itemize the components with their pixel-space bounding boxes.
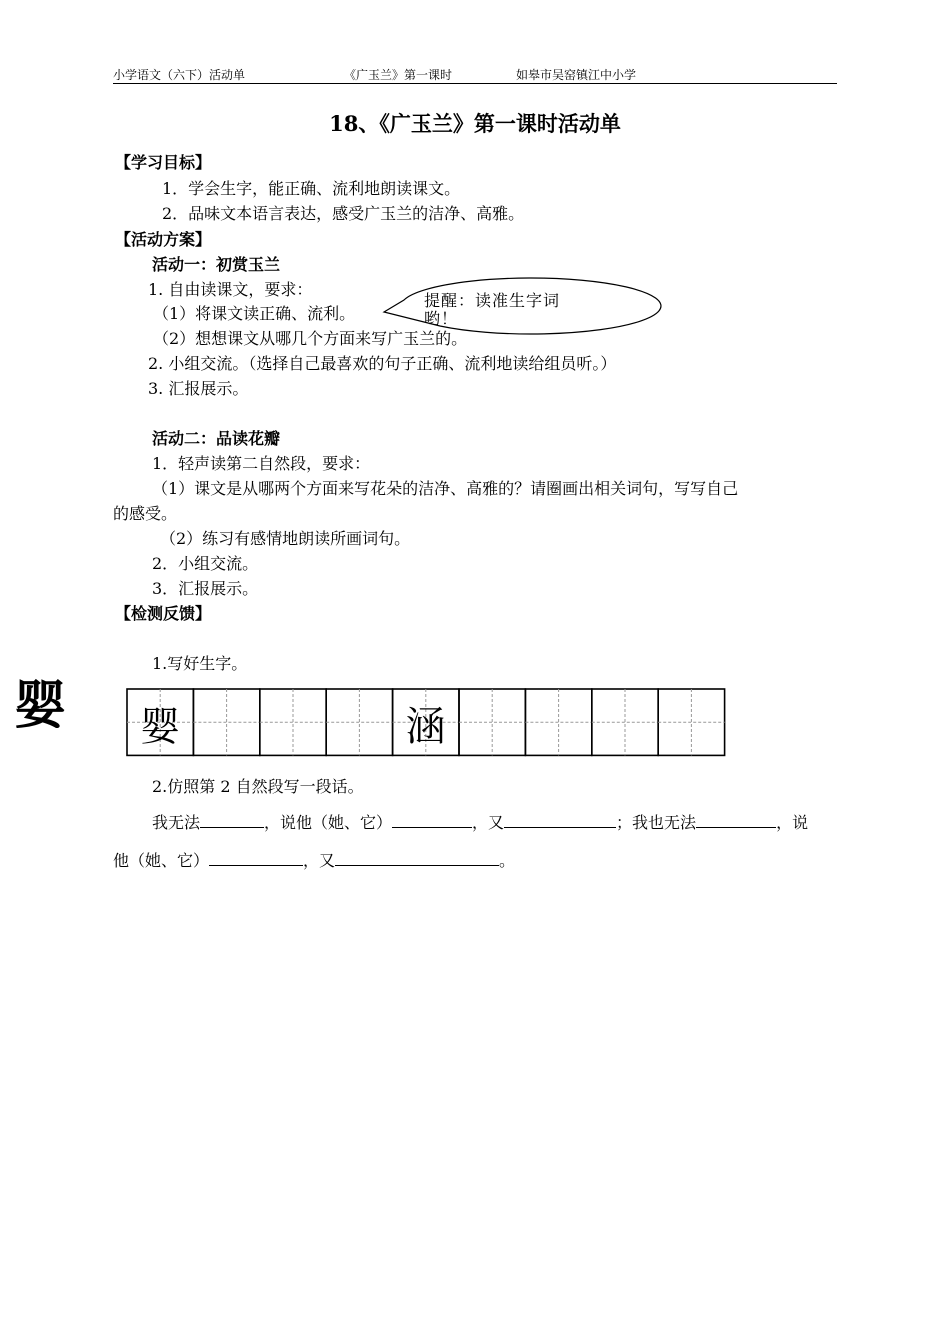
header-right: 如皋市吴窑镇江中小学 xyxy=(516,68,637,82)
grid-character: 婴 xyxy=(140,704,180,750)
fill-line-1 xyxy=(152,810,808,833)
fill-blank[interactable] xyxy=(335,851,499,866)
fill-blank[interactable] xyxy=(696,813,776,828)
fill-blank[interactable] xyxy=(209,851,303,866)
feedback-heading: 【检测反馈】 xyxy=(115,604,212,623)
activity2-line: 2．小组交流。 xyxy=(152,554,259,573)
grid-character: 涵 xyxy=(405,704,446,750)
activity2-line: 1．轻声读第二自然段，要求： xyxy=(152,454,371,473)
fill-text: 我无法 xyxy=(152,813,201,832)
activity2-line: （1）课文是从哪两个方面来写花朵的洁净、高雅的？请圈画出相关词句，写写自己 xyxy=(152,479,739,498)
activity1-line: 1. 自由读课文，要求： xyxy=(148,280,313,299)
fill-text: ，说 xyxy=(776,813,809,832)
callout-text: 提醒：读准生字词哟！ xyxy=(424,291,561,328)
goal-item: 2．品味文本语言表达，感受广玉兰的洁净、高雅。 xyxy=(162,204,525,223)
fill-text: ，又 xyxy=(303,851,336,870)
activity2-title: 活动二：品读花瓣 xyxy=(152,429,281,448)
plan-heading: 【活动方案】 xyxy=(115,230,212,249)
header-center: 《广玉兰》第一课时 xyxy=(344,68,453,82)
activity2-line: （2）练习有感情地朗读所画词句。 xyxy=(160,529,411,548)
fill-text: ；我也无法 xyxy=(616,813,697,832)
activity1-line: （2）想想课文从哪几个方面来写广玉兰的。 xyxy=(153,329,468,348)
header-left: 小学语文（六下）活动单 xyxy=(113,68,246,82)
fill-text: ，又 xyxy=(472,813,505,832)
activity1-title: 活动一：初赏玉兰 xyxy=(152,255,281,274)
fill-line-2 xyxy=(113,848,515,871)
goal-item: 1．学会生字，能正确、流利地朗读课文。 xyxy=(162,179,461,198)
activity1-line: （1）将课文读正确、流利。 xyxy=(153,304,356,323)
activity1-line: 2. 小组交流。（选择自己最喜欢的句子正确、流利地读给组员听。） xyxy=(148,354,617,373)
fill-text: ，说他（她、它） xyxy=(264,813,393,832)
activity2-line: 3．汇报展示。 xyxy=(152,579,259,598)
fill-text: 。 xyxy=(499,851,516,870)
fill-blank[interactable] xyxy=(200,813,264,828)
activity2-line: 的感受。 xyxy=(113,504,178,523)
side-character: 婴 xyxy=(14,675,67,736)
fill-text: 他（她、它） xyxy=(113,851,210,870)
fill-blank[interactable] xyxy=(504,813,616,828)
fill-blank[interactable] xyxy=(392,813,472,828)
question-2: 2.仿照第 2 自然段写一段话。 xyxy=(152,777,364,796)
activity1-line: 3. 汇报展示。 xyxy=(148,379,249,398)
question-1: 1.写好生字。 xyxy=(152,654,248,673)
goals-heading: 【学习目标】 xyxy=(115,153,212,172)
page-title: 18、《广玉兰》第一课时活动单 xyxy=(329,111,621,136)
